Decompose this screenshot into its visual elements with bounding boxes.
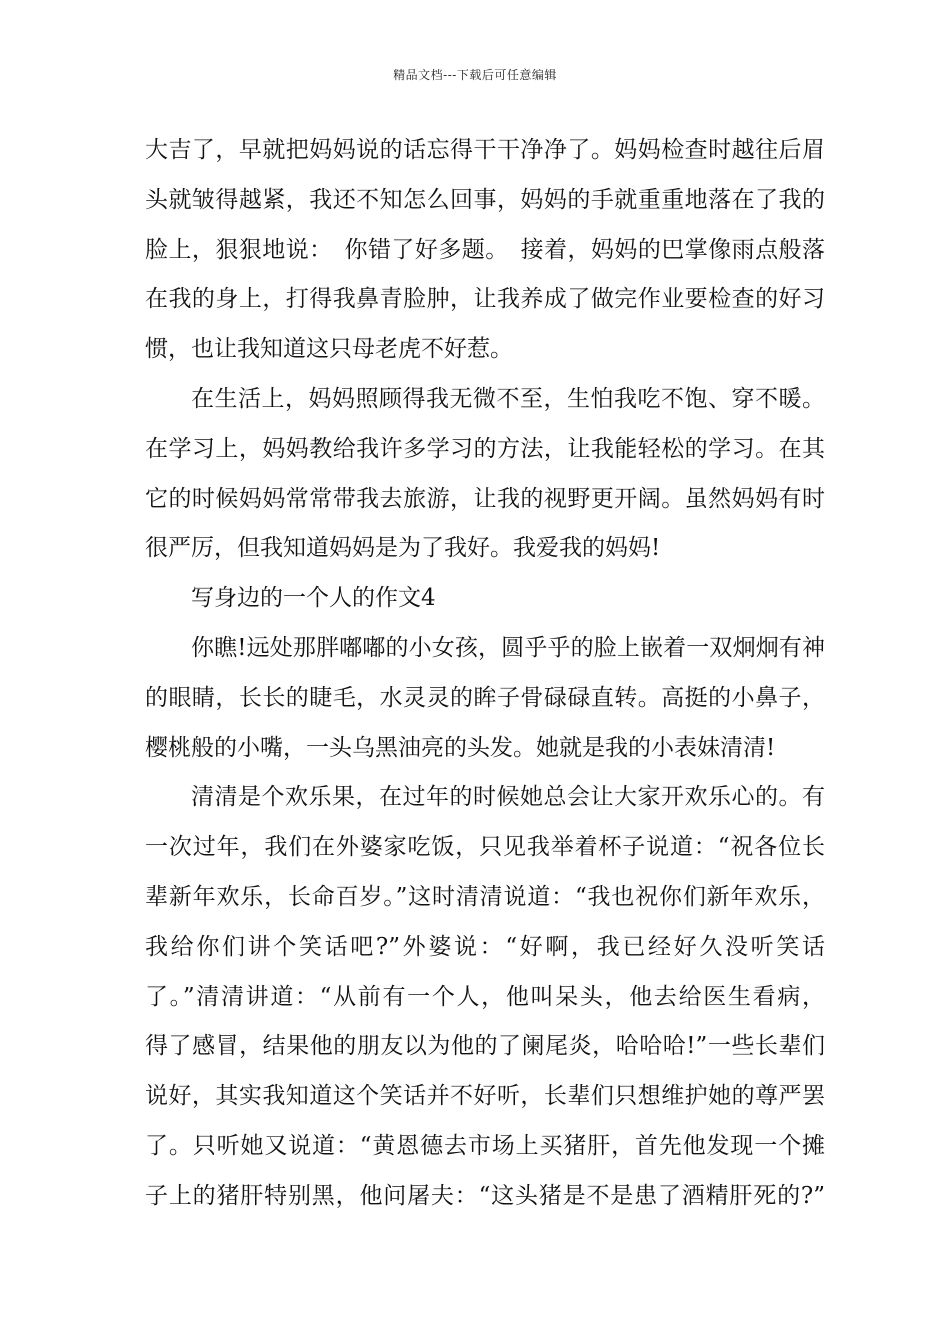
text-line: 一次过年，我们在外婆家吃饭，只见我举着杯子说道：“祝各位长 bbox=[145, 834, 825, 861]
text-line: 惯，也让我知道这只母老虎不好惹。 bbox=[145, 336, 513, 363]
text-line: 头就皱得越紧，我还不知怎么回事，妈妈的手就重重地落在了我的 bbox=[145, 186, 825, 213]
text-line: 了。”清清讲道：“从前有一个人，他叫呆头，他去给医生看病， bbox=[145, 983, 825, 1010]
text-line: 清清是个欢乐果，在过年的时候她总会让大家开欢乐心的。有 bbox=[191, 784, 825, 811]
page-header: 精品文档---下载后可任意编辑 bbox=[393, 68, 557, 82]
text-line: 的眼睛，长长的睫毛，水灵灵的眸子骨碌碌直转。高挺的小鼻子， bbox=[145, 684, 825, 711]
text-line: 说好，其实我知道这个笑话并不好听，长辈们只想维护她的尊严罢 bbox=[145, 1083, 825, 1110]
text-line: 大吉了，早就把妈妈说的话忘得干干净净了。妈妈检查时越往后眉 bbox=[145, 137, 825, 163]
text-line: 了。只听她又说道：“黄恩德去市场上买猪肝，首先他发现一个摊 bbox=[145, 1132, 825, 1159]
text-line: 很严厉，但我知道妈妈是为了我好。我爱我的妈妈! bbox=[145, 535, 661, 562]
text-line: 子上的猪肝特别黑，他问屠夫：“这头猪是不是患了酒精肝死的?” bbox=[145, 1182, 825, 1209]
text-line: 写身边的一个人的作文4 bbox=[191, 585, 436, 612]
text-line: 樱桃般的小嘴，一头乌黑油亮的头发。她就是我的小表妹清清! bbox=[145, 734, 776, 761]
text-line: 得了感冒，结果他的朋友以为他的了阑尾炎，哈哈哈!”一些长辈们 bbox=[145, 1033, 825, 1060]
text-line: 它的时候妈妈常常带我去旅游，让我的视野更开阔。虽然妈妈有时 bbox=[145, 485, 825, 512]
document-body bbox=[145, 126, 825, 1222]
text-line: 在生活上，妈妈照顾得我无微不至，生怕我吃不饱、穿不暖。 bbox=[191, 385, 825, 412]
text-line: 脸上，狠狠地说： 你错了好多题。 接着，妈妈的巴掌像雨点般落 bbox=[145, 236, 825, 263]
text-line: 在学习上，妈妈教给我许多学习的方法，让我能轻松的学习。在其 bbox=[145, 435, 825, 462]
text-line: 我给你们讲个笑话吧?”外婆说：“好啊，我已经好久没听笑话 bbox=[145, 933, 825, 960]
text-line: 辈新年欢乐，长命百岁。”这时清清说道：“我也祝你们新年欢乐， bbox=[145, 883, 825, 910]
text-line: 你瞧!远处那胖嘟嘟的小女孩，圆乎乎的脸上嵌着一双炯炯有神 bbox=[191, 634, 825, 661]
text-line: 在我的身上，打得我鼻青脸肿，让我养成了做完作业要检查的好习 bbox=[145, 286, 825, 313]
